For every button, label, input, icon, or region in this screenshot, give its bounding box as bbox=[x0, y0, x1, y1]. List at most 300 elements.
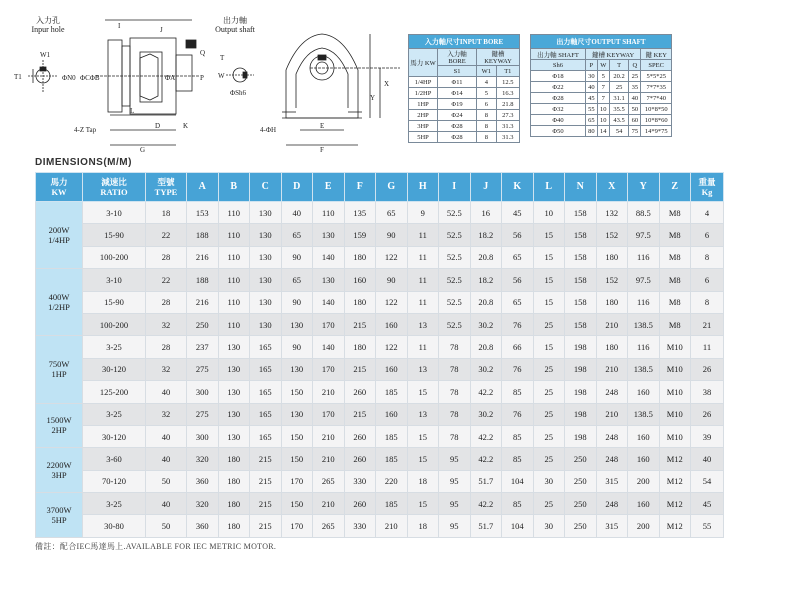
dimension-cell: 330 bbox=[344, 515, 376, 537]
dimension-cell: 330 bbox=[344, 470, 376, 492]
dimension-cell: 160 bbox=[628, 448, 660, 470]
dim-k: K bbox=[183, 122, 189, 130]
dimension-cell: 88.5 bbox=[628, 202, 660, 224]
dimension-cell: 30 bbox=[533, 515, 565, 537]
header-ratio-zh: 減速比 bbox=[101, 177, 127, 187]
dim-phic: ΦCΦB bbox=[80, 74, 100, 82]
output-shaft-cell: 55 bbox=[585, 104, 597, 115]
header-hp-zh: 馬力 bbox=[50, 177, 68, 187]
dimensions-row bbox=[36, 358, 724, 380]
dimension-cell: 10 bbox=[533, 202, 565, 224]
dimension-cell: 25 bbox=[533, 313, 565, 335]
dimension-cell: 65 bbox=[502, 246, 534, 268]
dimension-cell: 90 bbox=[376, 269, 408, 291]
output-shaft-cell: Φ32 bbox=[531, 104, 586, 115]
dimension-cell: 158 bbox=[565, 313, 597, 335]
input-bore-cell: 12.5 bbox=[496, 77, 519, 88]
dimension-cell: 110 bbox=[218, 246, 250, 268]
dimension-cell: 25 bbox=[533, 448, 565, 470]
dimension-cell: 300 bbox=[187, 381, 219, 403]
header-col-d: D bbox=[281, 173, 313, 202]
power-watts: 1500W bbox=[46, 415, 72, 426]
dimension-cell: 185 bbox=[376, 448, 408, 470]
dim-y: Y bbox=[370, 94, 376, 102]
dimension-cell: 38 bbox=[691, 381, 724, 403]
dimension-cell: 20.8 bbox=[470, 336, 502, 358]
dimension-cell: 15 bbox=[533, 246, 565, 268]
header-col-n: N bbox=[565, 173, 597, 202]
dimension-cell: 85 bbox=[502, 425, 534, 447]
dimension-cell: M8 bbox=[659, 313, 691, 335]
dimension-cell: 130 bbox=[250, 291, 282, 313]
output-shaft-cell: 50 bbox=[629, 104, 641, 115]
output-shaft-cell: 35.5 bbox=[609, 104, 629, 115]
dimension-cell: 160 bbox=[376, 313, 408, 335]
dimension-cell: M12 bbox=[659, 448, 691, 470]
dimensions-row bbox=[36, 381, 724, 403]
dimension-cell: 18.2 bbox=[470, 269, 502, 291]
dim-4z-tap: 4-Z Tap bbox=[74, 126, 97, 134]
output-shaft-cell: 45 bbox=[585, 93, 597, 104]
dimension-cell: 42.2 bbox=[470, 381, 502, 403]
dimension-cell: 11 bbox=[407, 291, 439, 313]
dimension-cell: 18.2 bbox=[470, 224, 502, 246]
dimension-cell: 28 bbox=[146, 336, 187, 358]
dimension-cell: 198 bbox=[565, 358, 597, 380]
dimension-cell: 15-90 bbox=[83, 224, 146, 246]
dimension-cell: 180 bbox=[218, 470, 250, 492]
dimension-cell: 180 bbox=[218, 493, 250, 515]
dimension-cell: 180 bbox=[596, 291, 628, 313]
dim-f: F bbox=[320, 146, 324, 154]
output-shaft-t: T bbox=[609, 60, 629, 71]
input-bore-cell: 31.3 bbox=[496, 132, 519, 143]
dimension-cell: 90 bbox=[281, 246, 313, 268]
dim-w: W bbox=[218, 72, 225, 80]
dimension-cell: 158 bbox=[565, 269, 597, 291]
dimension-cell: 248 bbox=[596, 381, 628, 403]
input-bore-cell: 8 bbox=[477, 121, 497, 132]
power-hp: 3HP bbox=[51, 470, 67, 481]
input-bore-cell: Φ24 bbox=[438, 110, 477, 121]
dimension-cell: 165 bbox=[250, 381, 282, 403]
input-bore-cell: Φ14 bbox=[438, 88, 477, 99]
footnote: 備註：配合IEC馬達馬上.AVAILABLE FOR IEC METRIC MOTOR. bbox=[35, 542, 277, 551]
dimension-cell: 13 bbox=[407, 403, 439, 425]
power-hp: 1/2HP bbox=[48, 302, 70, 313]
dimension-cell: 116 bbox=[628, 291, 660, 313]
dimension-cell: 104 bbox=[502, 515, 534, 537]
dimension-cell: 265 bbox=[313, 515, 345, 537]
dimensions-row bbox=[36, 291, 724, 313]
dimension-cell: 237 bbox=[187, 336, 219, 358]
input-bore-w1: W1 bbox=[477, 66, 497, 77]
dimension-cell: 140 bbox=[313, 336, 345, 358]
dimension-cell: 25 bbox=[533, 403, 565, 425]
dimension-cell: 130 bbox=[218, 358, 250, 380]
output-shaft-keyway-header: 鍵槽 KEYWAY bbox=[585, 49, 641, 60]
dimension-cell: 130 bbox=[250, 269, 282, 291]
output-shaft-cell: 5 bbox=[597, 71, 609, 82]
input-bore-row bbox=[409, 121, 520, 132]
input-bore-cell: 8 bbox=[477, 110, 497, 121]
dimension-cell: 18 bbox=[407, 470, 439, 492]
dim-p: P bbox=[200, 74, 204, 82]
dimension-cell: 52.5 bbox=[439, 246, 471, 268]
dimensions-row bbox=[36, 313, 724, 335]
input-bore-cell: 8 bbox=[477, 132, 497, 143]
dimension-cell: 54 bbox=[691, 470, 724, 492]
dimension-cell: 160 bbox=[628, 493, 660, 515]
dim-phin0: ΦN0 bbox=[62, 74, 76, 82]
output-shaft-cell: 10 bbox=[597, 115, 609, 126]
dimension-cell: 210 bbox=[313, 381, 345, 403]
dimension-cell: 215 bbox=[344, 313, 376, 335]
output-shaft-spec: SPEC bbox=[641, 60, 672, 71]
dimension-cell: 150 bbox=[281, 381, 313, 403]
dimension-cell: 30.2 bbox=[470, 313, 502, 335]
dimensions-row bbox=[36, 202, 724, 224]
dimension-cell: 90 bbox=[281, 291, 313, 313]
dimension-cell: 15 bbox=[407, 425, 439, 447]
dimension-cell: 160 bbox=[376, 403, 408, 425]
dimension-cell: 216 bbox=[187, 246, 219, 268]
dimension-cell: 39 bbox=[691, 425, 724, 447]
power-group-label bbox=[36, 336, 83, 403]
dim-q: Q bbox=[200, 49, 206, 57]
dimension-cell: 150 bbox=[281, 493, 313, 515]
dimension-cell: 260 bbox=[344, 425, 376, 447]
dimensions-table bbox=[35, 172, 724, 538]
dimension-cell: 51.7 bbox=[470, 515, 502, 537]
output-shaft-q: Q bbox=[629, 60, 641, 71]
dimension-cell: 210 bbox=[313, 448, 345, 470]
dimension-cell: 76 bbox=[502, 403, 534, 425]
dimension-cell: 160 bbox=[376, 358, 408, 380]
header-col-g: G bbox=[376, 173, 408, 202]
dimension-cell: 130 bbox=[250, 246, 282, 268]
dimension-cell: 26 bbox=[691, 403, 724, 425]
output-shaft-label: 出力軸 Output shaft bbox=[215, 16, 255, 34]
header-col-k: K bbox=[502, 173, 534, 202]
dimension-cell: 110 bbox=[218, 202, 250, 224]
power-hp: 1HP bbox=[51, 369, 67, 380]
dimension-cell: 110 bbox=[218, 269, 250, 291]
dimension-cell: 215 bbox=[344, 358, 376, 380]
dimension-cell: 130 bbox=[313, 224, 345, 246]
dimension-cell: 198 bbox=[565, 336, 597, 358]
input-bore-row bbox=[409, 77, 520, 88]
dimension-cell: 97.5 bbox=[628, 269, 660, 291]
dimension-cell: 104 bbox=[502, 470, 534, 492]
output-shaft-cell: 43.5 bbox=[609, 115, 629, 126]
dimension-cell: 90 bbox=[281, 336, 313, 358]
dimension-cell: 150 bbox=[281, 425, 313, 447]
power-watts: 200W bbox=[48, 225, 70, 236]
dimension-cell: 15 bbox=[533, 336, 565, 358]
output-shaft-cell: 5*5*25 bbox=[641, 71, 672, 82]
dimension-cell: 315 bbox=[596, 470, 628, 492]
dimension-cell: 160 bbox=[344, 269, 376, 291]
dimension-cell: 66 bbox=[502, 336, 534, 358]
dimension-cell: 56 bbox=[502, 269, 534, 291]
dimension-cell: 158 bbox=[565, 246, 597, 268]
dimension-cell: 250 bbox=[565, 470, 597, 492]
dimension-cell: 275 bbox=[187, 358, 219, 380]
dimension-cell: 3-25 bbox=[83, 493, 146, 515]
power-hp: 2HP bbox=[51, 425, 67, 436]
output-shaft-cell: 65 bbox=[585, 115, 597, 126]
dimension-cell: 85 bbox=[502, 493, 534, 515]
dimension-cell: 158 bbox=[565, 202, 597, 224]
dimension-cell: 25 bbox=[533, 358, 565, 380]
dimension-cell: 11 bbox=[407, 336, 439, 358]
dimension-cell: 95 bbox=[439, 493, 471, 515]
dimension-cell: M10 bbox=[659, 381, 691, 403]
output-shaft-cell: 7*7*40 bbox=[641, 93, 672, 104]
dimension-cell: 130 bbox=[250, 224, 282, 246]
dimension-cell: 40 bbox=[146, 381, 187, 403]
dimension-cell: 165 bbox=[250, 336, 282, 358]
input-bore-cell: 2HP bbox=[409, 110, 438, 121]
input-bore-cell: 5HP bbox=[409, 132, 438, 143]
output-shaft-cell: 14*9*75 bbox=[641, 126, 672, 137]
dimension-cell: 13 bbox=[407, 358, 439, 380]
power-group-label bbox=[36, 493, 83, 538]
dimension-cell: 300 bbox=[187, 425, 219, 447]
dimension-cell: 248 bbox=[596, 448, 628, 470]
output-shaft-cell: 60 bbox=[629, 115, 641, 126]
dimension-cell: 130 bbox=[218, 403, 250, 425]
output-shaft-row bbox=[531, 93, 672, 104]
dimension-cell: 130 bbox=[218, 425, 250, 447]
dimension-cell: 3-25 bbox=[83, 403, 146, 425]
dimension-cell: 70-120 bbox=[83, 470, 146, 492]
dimension-cell: 170 bbox=[313, 403, 345, 425]
dimension-cell: 210 bbox=[596, 313, 628, 335]
dimension-cell: 25 bbox=[533, 381, 565, 403]
dimension-cell: 15 bbox=[533, 224, 565, 246]
dimension-cell: 165 bbox=[250, 425, 282, 447]
dimension-cell: 320 bbox=[187, 493, 219, 515]
output-shaft-cell: Φ18 bbox=[531, 71, 586, 82]
dimension-cell: 6 bbox=[691, 269, 724, 291]
input-bore-cell: 1HP bbox=[409, 99, 438, 110]
input-hole-label: 入力孔 Inpur hole bbox=[31, 16, 65, 34]
dimension-cell: 11 bbox=[407, 246, 439, 268]
dimension-cell: 158 bbox=[565, 224, 597, 246]
dimension-cell: 78 bbox=[439, 425, 471, 447]
output-shaft-cell: 20.2 bbox=[609, 71, 629, 82]
dimension-cell: 138.5 bbox=[628, 313, 660, 335]
input-bore-cell: Φ28 bbox=[438, 121, 477, 132]
dimension-cell: 152 bbox=[596, 224, 628, 246]
output-shaft-cell: 10*8*60 bbox=[641, 115, 672, 126]
dim-t: T bbox=[220, 54, 225, 62]
dim-e: E bbox=[320, 122, 325, 130]
dimension-cell: 9 bbox=[407, 202, 439, 224]
dimension-cell: 78 bbox=[439, 403, 471, 425]
dimension-cell: 110 bbox=[313, 202, 345, 224]
dimension-cell: 42.2 bbox=[470, 425, 502, 447]
dimensions-row bbox=[36, 246, 724, 268]
dimension-cell: 16 bbox=[470, 202, 502, 224]
dimension-cell: 220 bbox=[376, 470, 408, 492]
dim-j: J bbox=[160, 26, 163, 34]
header-col-f: F bbox=[344, 173, 376, 202]
output-shaft-cell: 14 bbox=[597, 126, 609, 137]
dimensions-row bbox=[36, 269, 724, 291]
dimension-cell: 40 bbox=[691, 448, 724, 470]
dimension-cell: 360 bbox=[187, 515, 219, 537]
dimension-cell: 65 bbox=[281, 224, 313, 246]
dimension-cell: 135 bbox=[344, 202, 376, 224]
dimension-cell: 22 bbox=[146, 269, 187, 291]
input-bore-cell: 3HP bbox=[409, 121, 438, 132]
dimension-cell: 56 bbox=[502, 224, 534, 246]
dimension-cell: 52.5 bbox=[439, 313, 471, 335]
dimension-cell: 158 bbox=[565, 291, 597, 313]
output-shaft-row bbox=[531, 115, 672, 126]
dimension-cell: 76 bbox=[502, 313, 534, 335]
dimension-cell: 15 bbox=[533, 269, 565, 291]
dimension-cell: M10 bbox=[659, 336, 691, 358]
power-group-label bbox=[36, 202, 83, 269]
output-shaft-cell: 25 bbox=[609, 82, 629, 93]
dimension-cell: 248 bbox=[596, 493, 628, 515]
input-bore-caption: 入力軸尺寸INPUT BORE bbox=[409, 35, 520, 49]
dimension-cell: 52.5 bbox=[439, 202, 471, 224]
output-shaft-cell: Φ40 bbox=[531, 115, 586, 126]
output-shaft-cell: 7 bbox=[597, 93, 609, 104]
dimension-cell: 42.2 bbox=[470, 493, 502, 515]
dimension-cell: 188 bbox=[187, 269, 219, 291]
dimension-cell: 15 bbox=[533, 291, 565, 313]
dimension-cell: 200 bbox=[628, 470, 660, 492]
dimension-cell: 360 bbox=[187, 470, 219, 492]
input-bore-row bbox=[409, 132, 520, 143]
input-bore-bore-header: 入力軸 BORE bbox=[438, 49, 477, 66]
dimension-cell: 165 bbox=[250, 403, 282, 425]
dimension-cell: 32 bbox=[146, 358, 187, 380]
dimension-cell: 130 bbox=[250, 202, 282, 224]
output-shaft-cell: 40 bbox=[629, 93, 641, 104]
output-shaft-cell: 75 bbox=[629, 126, 641, 137]
dimension-cell: 32 bbox=[146, 403, 187, 425]
dimension-cell: 25 bbox=[533, 425, 565, 447]
input-bore-cell: 27.3 bbox=[496, 110, 519, 121]
header-weight-en: Kg bbox=[701, 187, 713, 197]
dimensions-row bbox=[36, 224, 724, 246]
dimension-cell: 250 bbox=[565, 448, 597, 470]
dim-l: L bbox=[130, 107, 135, 115]
output-shaft-key-header: 鍵 KEY bbox=[641, 49, 672, 60]
dimension-cell: 95 bbox=[439, 448, 471, 470]
dimension-cell: 76 bbox=[502, 358, 534, 380]
dimension-cell: 315 bbox=[596, 515, 628, 537]
header-col-y: Y bbox=[628, 173, 660, 202]
input-bore-row bbox=[409, 110, 520, 121]
dimension-cell: 100-200 bbox=[83, 313, 146, 335]
dimension-cell: M8 bbox=[659, 291, 691, 313]
output-shaft-cell: 10 bbox=[597, 104, 609, 115]
dimension-cell: M12 bbox=[659, 470, 691, 492]
header-hp-en: KW bbox=[51, 187, 67, 197]
dimensions-row bbox=[36, 336, 724, 358]
output-shaft-cell: 80 bbox=[585, 126, 597, 137]
dimension-cell: 260 bbox=[344, 448, 376, 470]
dimension-cell: 11 bbox=[407, 224, 439, 246]
dimension-cell: M8 bbox=[659, 269, 691, 291]
dimension-cell: 21 bbox=[691, 313, 724, 335]
dim-d: D bbox=[155, 122, 161, 130]
dimension-cell: 78 bbox=[439, 336, 471, 358]
dimension-cell: 275 bbox=[187, 403, 219, 425]
dimension-cell: M10 bbox=[659, 403, 691, 425]
dim-4-phih: 4-ΦH bbox=[260, 126, 277, 134]
dimension-cell: 51.7 bbox=[470, 470, 502, 492]
header-col-l: L bbox=[533, 173, 565, 202]
dimension-cell: 185 bbox=[376, 425, 408, 447]
header-weight bbox=[691, 173, 724, 202]
power-watts: 2200W bbox=[46, 460, 72, 471]
input-bore-row bbox=[409, 88, 520, 99]
dimension-cell: 160 bbox=[628, 381, 660, 403]
dimension-cell: 25 bbox=[533, 493, 565, 515]
header-col-i: I bbox=[439, 173, 471, 202]
dimension-cell: 50 bbox=[146, 515, 187, 537]
dimension-cell: 250 bbox=[187, 313, 219, 335]
dimension-cell: 116 bbox=[628, 246, 660, 268]
dimension-cell: 40 bbox=[146, 493, 187, 515]
power-hp: 1/4HP bbox=[48, 235, 70, 246]
dimension-cell: 28 bbox=[146, 291, 187, 313]
dimension-cell: 188 bbox=[187, 224, 219, 246]
dimension-cell: 130 bbox=[281, 403, 313, 425]
input-bore-t1: T1 bbox=[496, 66, 519, 77]
output-shaft-cell: Φ28 bbox=[531, 93, 586, 104]
dimension-cell: 122 bbox=[376, 336, 408, 358]
dim-i: I bbox=[118, 22, 121, 30]
dimension-cell: 3-10 bbox=[83, 269, 146, 291]
dimension-cell: 3-25 bbox=[83, 336, 146, 358]
dimension-cell: 180 bbox=[344, 246, 376, 268]
dimension-cell: 180 bbox=[344, 291, 376, 313]
technical-drawings bbox=[0, 0, 400, 155]
input-bore-cell: 6 bbox=[477, 99, 497, 110]
header-ratio-en: RATIO bbox=[100, 187, 128, 197]
dimensions-row bbox=[36, 425, 724, 447]
dimension-cell: 170 bbox=[281, 470, 313, 492]
dim-x: X bbox=[384, 80, 390, 88]
dim-phish6: ΦSh6 bbox=[230, 89, 247, 97]
dimension-cell: 198 bbox=[565, 403, 597, 425]
dimension-cell: 250 bbox=[565, 515, 597, 537]
dimension-cell: M12 bbox=[659, 515, 691, 537]
dimension-cell: 125-200 bbox=[83, 381, 146, 403]
dimension-cell: 210 bbox=[596, 403, 628, 425]
input-bore-hp-header: 馬力 KW bbox=[409, 49, 438, 77]
dimension-cell: 215 bbox=[250, 493, 282, 515]
dimension-cell: 3-10 bbox=[83, 202, 146, 224]
dimension-cell: 11 bbox=[407, 269, 439, 291]
drawing-svg bbox=[0, 0, 400, 155]
dimensions-row bbox=[36, 470, 724, 492]
dimension-cell: 130 bbox=[281, 313, 313, 335]
dimension-cell: 216 bbox=[187, 291, 219, 313]
output-shaft-row bbox=[531, 82, 672, 93]
dimension-cell: 198 bbox=[565, 381, 597, 403]
